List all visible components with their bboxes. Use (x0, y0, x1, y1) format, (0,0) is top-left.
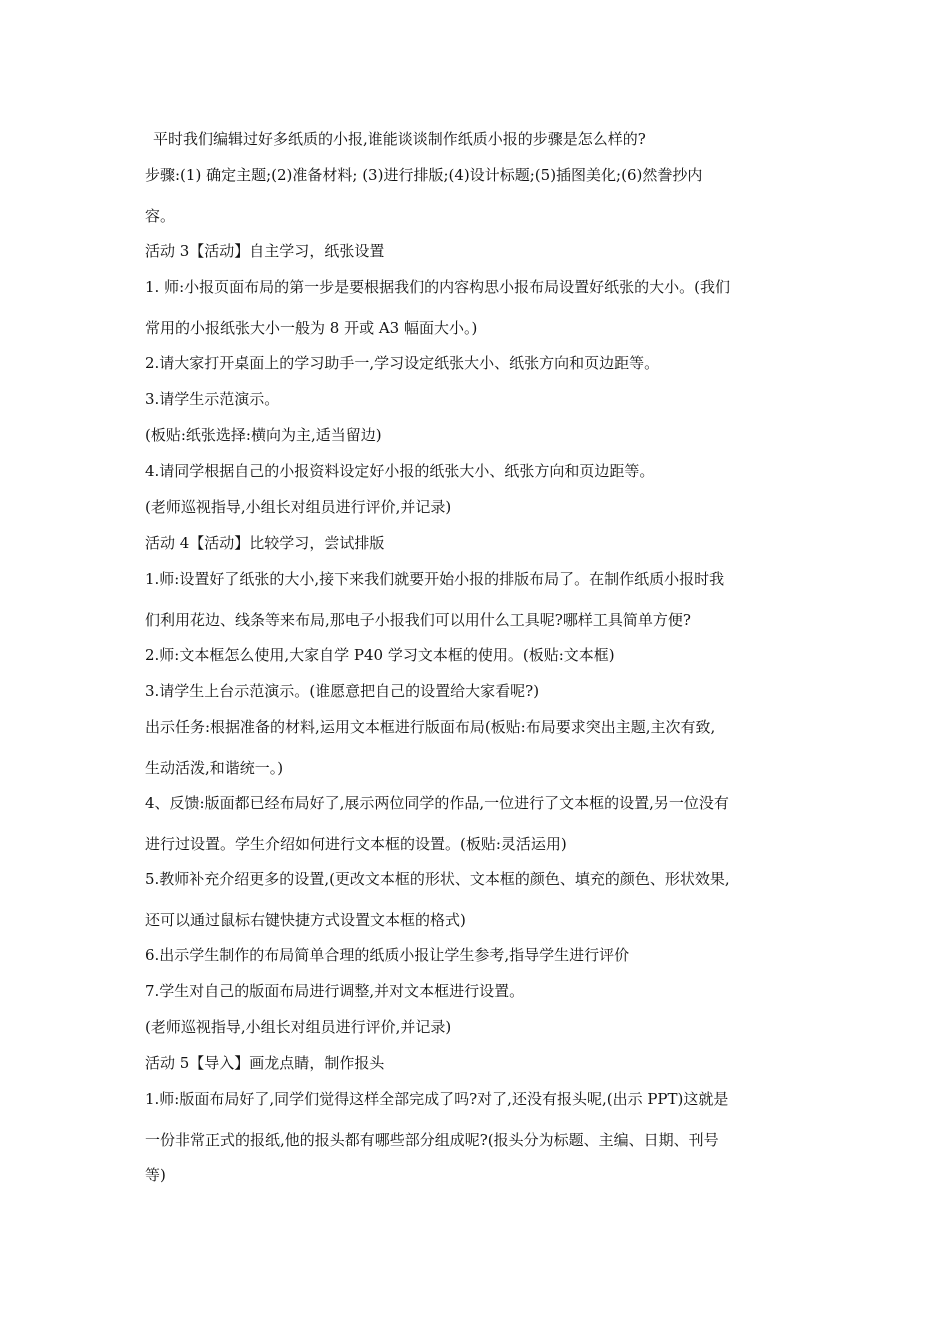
activity-4-item-1-line2: 们利用花边、线条等来布局,那电子小报我们可以用什么工具呢?哪样工具简单方便? (145, 611, 691, 629)
activity-5-heading: 活动 5【导入】画龙点睛，制作报头 (145, 1054, 385, 1072)
activity-3-item-2: 2.请大家打开桌面上的学习助手一,学习设定纸张大小、纸张方向和页边距等。 (145, 354, 660, 372)
activity-3-heading: 活动 3【活动】自主学习，纸张设置 (145, 242, 385, 260)
activity-5-item-1-line2: 一份非常正式的报纸,他的报头都有哪些部分组成呢?(报头分为标题、主编、日期、刊号 (145, 1131, 719, 1149)
activity-4-task-line2: 生动活泼,和谐统一。) (145, 759, 284, 777)
activity-5-item-1-line3: 等) (145, 1166, 166, 1184)
activity-4-item-4-line1: 4、反馈:版面都已经布局好了,展示两位同学的作品,一位进行了文本框的设置,另一位没有 (145, 794, 729, 812)
activity-4-heading: 活动 4【活动】比较学习，尝试排版 (145, 534, 385, 552)
paragraph-steps-line2: 容。 (145, 207, 176, 225)
activity-3-board-note: (板贴:纸张选择:横向为主,适当留边) (145, 426, 382, 444)
activity-4-item-4-line2: 进行过设置。学生介绍如何进行文本框的设置。(板贴:灵活运用) (145, 835, 567, 853)
activity-3-item-1-line1: 1. 师:小报页面布局的第一步是要根据我们的内容构思小报布局设置好纸张的大小。(我们 (145, 278, 730, 296)
paragraph-intro-question: 平时我们编辑过好多纸质的小报,谁能谈谈制作纸质小报的步骤是怎么样的? (153, 130, 646, 148)
activity-4-task-line1: 出示任务:根据准备的材料,运用文本框进行版面布局(板贴:布局要求突出主题,主次有致, (145, 718, 716, 736)
activity-4-item-3: 3.请学生上台示范演示。(谁愿意把自己的设置给大家看呢?) (145, 682, 540, 700)
activity-5-item-1-line1: 1.师:版面布局好了,同学们觉得这样全部完成了吗?对了,还没有报头呢,(出示 PPT)这就是 (145, 1090, 729, 1108)
activity-3-item-1-line2: 常用的小报纸张大小一般为 8 开或 A3 幅面大小。) (145, 319, 478, 337)
activity-4-item-5-line1: 5.教师补充介绍更多的设置,(更改文本框的形状、文本框的颜色、填充的颜色、形状效果, (145, 870, 730, 888)
activity-4-item-7: 7.学生对自己的版面布局进行调整,并对文本框进行设置。 (145, 982, 525, 1000)
activity-3-item-4: 4.请同学根据自己的小报资料设定好小报的纸张大小、纸张方向和页边距等。 (145, 462, 655, 480)
paragraph-steps-line1: 步骤:(1) 确定主题;(2)准备材料; (3)进行排版;(4)设计标题;(5)插图美化;(6)然誊抄内 (145, 166, 703, 184)
document-body (145, 118, 815, 1186)
activity-4-teacher-note: (老师巡视指导,小组长对组员进行评价,并记录) (145, 1018, 452, 1036)
activity-4-item-1-line1: 1.师:设置好了纸张的大小,接下来我们就要开始小报的排版布局了。在制作纸质小报时我 (145, 570, 725, 588)
activity-4-item-6: 6.出示学生制作的布局简单合理的纸质小报让学生参考,指导学生进行评价 (145, 946, 630, 964)
activity-4-item-5-line2: 还可以通过鼠标右键快捷方式设置文本框的格式) (145, 911, 466, 929)
activity-3-teacher-note: (老师巡视指导,小组长对组员进行评价,并记录) (145, 498, 452, 516)
activity-3-item-3: 3.请学生示范演示。 (145, 390, 280, 408)
activity-4-item-2: 2.师:文本框怎么使用,大家自学 P40 学习文本框的使用。(板贴:文本框) (145, 646, 615, 664)
